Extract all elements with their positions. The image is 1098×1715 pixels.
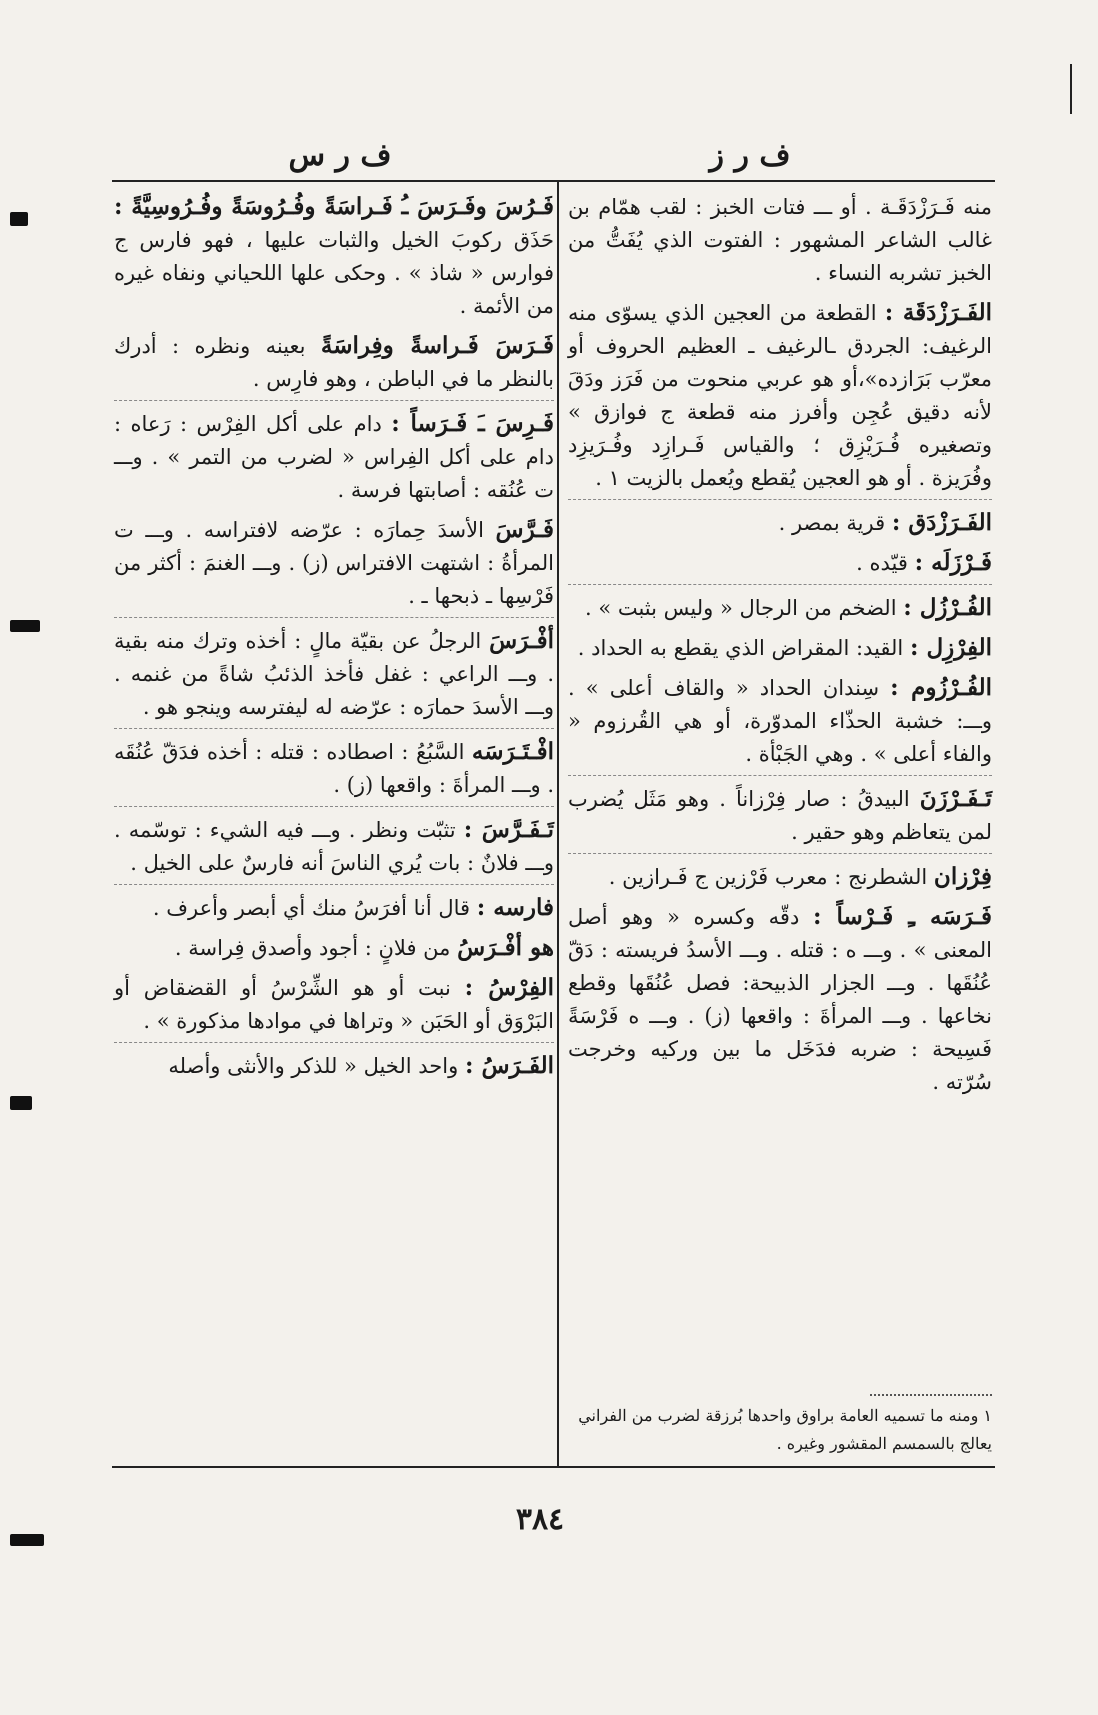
dictionary-entry [114,407,554,509]
header-rule [112,180,995,182]
dictionary-entry [114,971,554,1043]
footnote-separator [870,1394,992,1396]
entry-definition: تثبّت ونظر . وـــ فيه الشيء : توسّمه . وـــ فلانٌ : بات يُري الناسَ أنه فارسٌ على الخيل . [114,818,554,875]
dictionary-entry [114,513,554,618]
margin-mark [10,620,40,632]
dictionary-entry [568,782,992,854]
left-column [114,190,554,1089]
entry-definition: الشطرنج : معرب فَرْزين ج فَـرازين . [608,865,928,889]
entry-headword: فَـرَسَه ـِ فَـرْساً : [813,903,992,930]
dictionary-entry [114,931,554,967]
entry-definition: البيدقُ : صار فِرْزاناً . وهو مَثَل يُضرب لمن يتعاظم وهو حقير . [568,787,992,844]
header-root-right: ف ر ز [709,138,791,173]
entry-headword: تَـفَـرَّسَ : [463,816,554,843]
entry-headword: فَـرَسَ فَـراسةً وفِراسَةً [320,332,555,359]
entry-headword: الفَـرَسُ : [464,1052,554,1079]
entry-definition: دقّه وكسره « وهو أصل المعنى » . وـــ ه : قتله . وـــ الأسدُ فريسته : دَقّ عُنُقَها . وـــ الجزار الذبيحة: فصل عُنُقَها وقطع نخاعها . وـــ المرأةَ : واقعها (ز) . وـــ ه فَرْسَةً فَسِيحة : ضربه فدَخَل ما بين وركيه وخرجت سُرّته . [568,905,992,1094]
dictionary-entry [568,671,992,776]
entry-definition: حَذَق ركوبَ الخيل والثبات عليها ، فهو فارس ج فوارس « شاذ » . وحكى علها اللحياني ونفاه غيره من الأئمة . [114,228,554,318]
dictionary-entry [114,735,554,807]
column-divider [557,180,559,1466]
entry-headword: فَـرِسَ ـَ فَـرَساً : [391,410,554,437]
entry-headword: فَـرُسَ وفَـرَسَ ـُ فَـراسَةً وفُـرُوسَةً وفُـرُوسِيَّةً : [114,193,554,220]
dictionary-entry [568,506,992,542]
margin-mark [10,212,28,226]
page-edge-mark [1070,64,1072,114]
entry-definition: الأسدَ حِمارَه : عرّضه لافتراسه . وـــ ت المرأةُ : اشتهت الافتراس (ز) . وـــ الغنمَ : أكثر من فَرْسِها ـ ذبحها ـ . [114,518,554,608]
dictionary-entry [568,900,992,1101]
dictionary-entry [114,813,554,885]
entry-headword: تَـفَـرْزَنَ [919,785,992,812]
entry-definition: سِندان الحداد « والقاف أعلى » . وـــ: خشبة الحذّاء المدوّرة، أو هي القُرزوم « والفاء أعلى » . وهي الجَبْأة . [568,676,992,766]
entry-definition: السَّبُعُ : اصطاده : قتله : أخذه فدَقّ عُنُقَه . وـــ المرأةَ : واقعها (ز) . [114,740,554,797]
dictionary-entry [114,624,554,729]
dictionary-entry [568,631,992,667]
footer-rule [112,1466,995,1468]
dictionary-entry [114,329,554,401]
entry-headword: الفَـرَزْدَقَة : [884,299,992,326]
entry-headword: الفِرْزِل : [909,634,992,661]
right-column [568,190,992,1105]
dictionary-entry [114,891,554,927]
margin-mark [10,1096,32,1110]
entry-definition: الضخم من الرجال « وليس بثبت » . [584,596,897,620]
entry-definition: قيّده . [856,551,908,575]
entry-headword: فِرْزان [933,863,992,890]
dictionary-entry [114,190,554,325]
entry-headword: فارسه : [476,894,554,921]
page-number: ٣٨٤ [515,1502,565,1537]
entry-definition: نبت أو هو الشِّرْسُ أو القضقاض أو البَرْوَق أو الحَبَن « وتراها في موادها مذكورة » . [114,976,554,1033]
entry-headword: الفُـرْزُل : [903,594,992,621]
entry-definition: دام على أكل الفِرْس : رَعاه : دام على أكل الفِراس « لضرب من التمر » . وـــ ت عُنُقه : أصابتها فرسة . [114,412,554,502]
entry-definition: قرية بمصر . [778,511,886,535]
entry-definition: القيد: المقراض الذي يقطع به الحداد . [577,636,904,660]
entry-definition: واحد الخيل « للذكر والأنثى وأصله [168,1054,459,1078]
entry-headword: افْـتَـرَسَه [471,738,554,765]
footnote: ١ ومنه ما تسميه العامة براوق واحدها بُرزقة لضرب من الفراني يعالج بالسمسم المقشور وغيره . [578,1406,992,1453]
entry-definition: الرجلُ عن بقيّة مالٍ : أخذه وترك منه بقية . وـــ الراعي : غفل فأخذ الذئبُ شاةً من غنمه . وـــ الأسدَ حمارَه : عرّضه له ليفترسه وينجو هو . [114,629,554,719]
entry-definition: قال أنا أفرَسُ منك أي أبصر وأعرف . [152,896,471,920]
entry-definition: القطعة من العجين الذي يسوّى منه الرغيف: الجردق ـالرغيف ـ العظيم الحروف أو معرّب بَرَازده»،أو هو عربي منحوت من فَرَز ودَقَ لأنه دقيق عُجِن وأفرز منه قطعة ج فوازق » وتصغيره فُـرَيْزِق ؛ والقياس فَـرازِد وفُـرَيزِد وفُرَيزة . أو هو العجين يُقطع ويُعمل بالزيت ١ . [568,301,992,490]
entry-headword: الفَـرَزْدَق : [891,509,992,536]
dictionary-entry [568,860,992,896]
entry-definition: من فلانٍ : أجود وأصدق فِراسة . [174,936,451,960]
entry-definition: بعينه ونظره : أدرك بالنظر ما في الباطن ، وهو فارِس . [114,334,554,391]
dictionary-entry [114,1049,554,1085]
entry-headword: فَـرَّسَ [495,516,554,543]
dictionary-entry [568,591,992,627]
entry-headword: الفُـرْزُوم : [890,674,992,701]
entry-headword: أفْـرَسَ [489,627,554,654]
dictionary-entry [568,296,992,500]
entry-definition: منه فَـرَزْدَقَـة . أو ـــ فتات الخبز : لقب همّام بن غالب الشاعر المشهور : الفتوت الذي يُفَتُّ من الخبز تشربه النساء . [568,195,992,285]
dictionary-entry [568,546,992,585]
dictionary-entry [568,190,992,292]
entry-headword: الفِرْسُ : [464,974,555,1001]
margin-mark [10,1534,44,1546]
entry-headword: هو أفْـرَسُ [457,934,554,961]
header-root-left: ف ر س [288,138,392,173]
entry-headword: فَـرْزَلَه : [914,549,992,576]
